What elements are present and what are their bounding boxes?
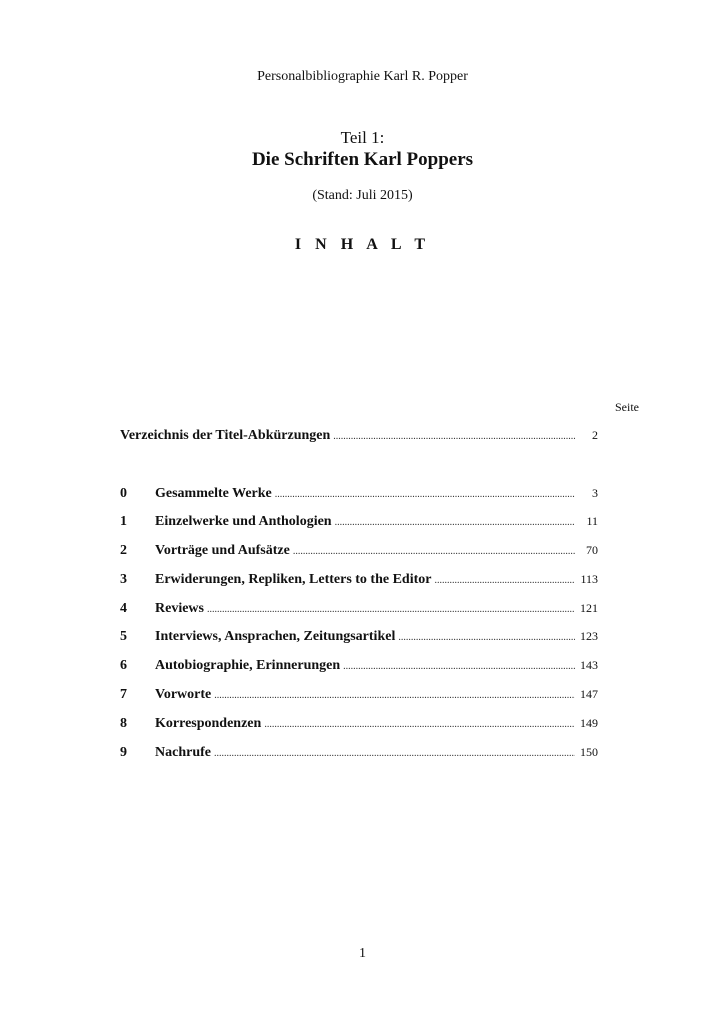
- dot-leader: [293, 546, 575, 557]
- dot-leader: [207, 604, 575, 615]
- toc-row: [120, 601, 598, 619]
- toc-entry-page: 143: [580, 658, 598, 672]
- toc-entry-page: 123: [580, 629, 598, 643]
- toc-row: [120, 572, 598, 590]
- toc-row: [120, 514, 598, 532]
- running-header: Personalbibliographie Karl R. Popper: [257, 69, 468, 84]
- toc-row: [120, 745, 598, 763]
- toc-entry-title: Einzelwerke und Anthologien: [155, 514, 332, 529]
- dot-leader: [275, 489, 575, 500]
- toc-entry-number: 2: [120, 543, 127, 558]
- toc-entry-number: 5: [120, 629, 127, 644]
- toc-entry-title: Vorworte: [155, 687, 212, 702]
- part-label: Teil 1:: [340, 128, 385, 147]
- toc-row: [120, 543, 598, 561]
- dot-leader: [398, 632, 575, 643]
- toc-entry-title: Nachrufe: [155, 745, 211, 760]
- toc-entry-title: Vorträge und Aufsätze: [155, 543, 290, 558]
- toc-row: [120, 687, 598, 705]
- dot-leader: [333, 431, 575, 442]
- toc-entry-number: 9: [120, 745, 127, 760]
- toc-entry-title: Verzeichnis der Titel-Abkürzungen: [120, 428, 331, 443]
- toc-entry-page: 113: [580, 572, 598, 586]
- dot-leader: [335, 517, 575, 528]
- toc-entry-page: 3: [592, 486, 598, 500]
- document-title: Die Schriften Karl Poppers: [251, 149, 474, 170]
- toc-entry-title: Autobiographie, Erinnerungen: [155, 658, 341, 673]
- toc-entry-page: 70: [586, 543, 598, 557]
- toc-entry-page: 149: [580, 716, 598, 730]
- toc-entry-title: Interviews, Ansprachen, Zeitungsartikel: [155, 629, 396, 644]
- toc-entry-number: 0: [120, 486, 127, 501]
- dot-leader: [214, 690, 575, 701]
- toc-entry-number: 7: [120, 687, 127, 702]
- toc-entry-page: 2: [592, 428, 598, 442]
- toc-entry-page: 121: [580, 601, 598, 615]
- toc-row: [120, 716, 598, 734]
- dot-leader: [434, 575, 575, 586]
- page-column-label: Seite: [615, 400, 639, 414]
- toc-row: [120, 629, 598, 647]
- toc-entry-title: Erwiderungen, Repliken, Letters to the Editor: [155, 572, 432, 587]
- toc-entry-title: Gesammelte Werke: [155, 486, 272, 501]
- toc-entry-number: 1: [120, 514, 127, 529]
- toc-row: [120, 486, 598, 504]
- dot-leader: [264, 719, 575, 730]
- toc-row-abbreviations: [120, 428, 598, 446]
- dot-leader: [214, 748, 575, 759]
- toc-entry-number: 4: [120, 601, 127, 616]
- toc-heading: I N H A L T: [294, 236, 431, 253]
- toc-entry-page: 150: [580, 745, 598, 759]
- status-date: (Stand: Juli 2015): [312, 188, 413, 203]
- toc-entry-number: 6: [120, 658, 127, 673]
- toc-entry-title: Reviews: [155, 601, 204, 616]
- toc-entry-page: 147: [580, 687, 598, 701]
- toc-entry-number: 8: [120, 716, 127, 731]
- toc-row: [120, 658, 598, 676]
- toc-entry-number: 3: [120, 572, 127, 587]
- toc-entry-page: 11: [586, 514, 598, 528]
- page-number: 1: [359, 946, 366, 961]
- dot-leader: [343, 661, 575, 672]
- toc-entry-title: Korrespondenzen: [155, 716, 262, 731]
